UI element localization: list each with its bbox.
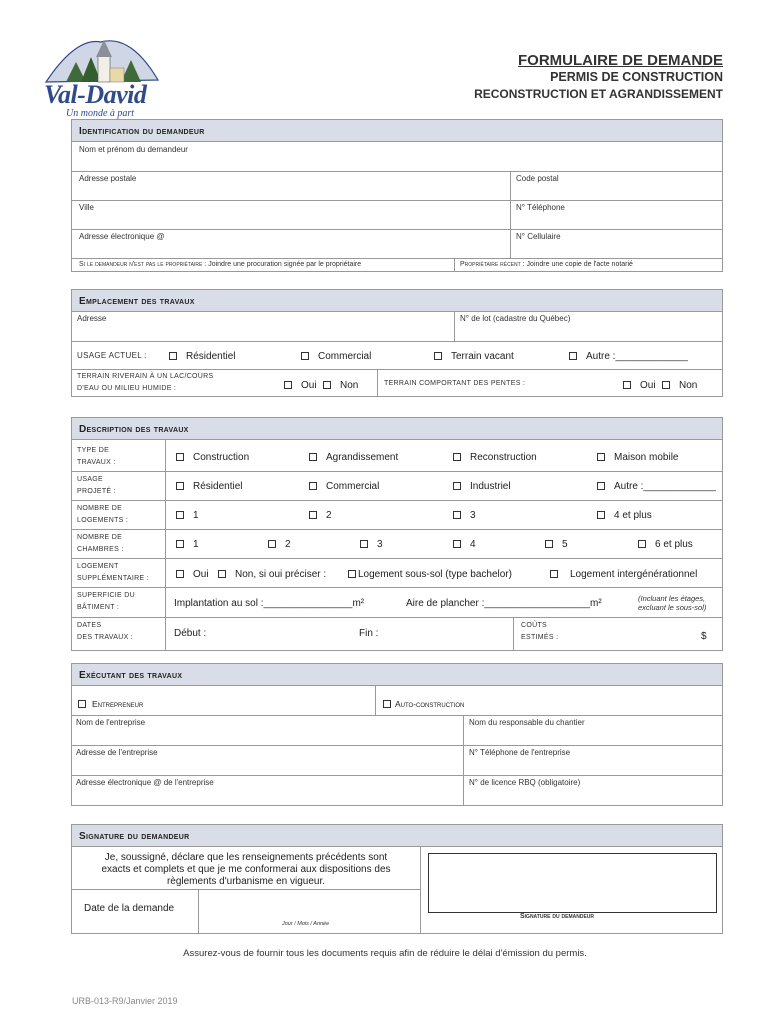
city-field[interactable] [72,201,510,229]
checkbox[interactable] [434,352,442,360]
owner-note-text: Joindre une procuration signée par le propriétaire [208,261,362,268]
email-label: Adresse électronique @ [79,232,165,241]
end-date-field[interactable]: Fin : [359,628,379,639]
planned-residential-option[interactable]: Résidentiel [176,481,242,492]
lot-field[interactable] [455,312,722,341]
dwellings-2-option[interactable]: 2 [309,510,332,521]
work-type-label: TYPE DE TRAVAUX : [77,447,116,466]
name-field[interactable] [72,142,722,172]
checkbox[interactable] [309,511,317,519]
description-heading: Description des travaux [72,418,722,440]
type-mobile-home-option[interactable]: Maison mobile [597,452,678,463]
work-dates-label: DATES DES TRAVAUX : [77,622,134,641]
checkbox[interactable] [176,570,184,578]
recent-owner-caps: Propriétaire récent : [460,261,525,268]
company-phone-label: N° Téléphone de l'entreprise [469,748,571,757]
estimated-cost-field[interactable]: $ [701,631,707,642]
name-label: Nom et prénom du demandeur [79,145,188,154]
bedrooms-6plus-option[interactable]: 6 et plus [638,539,693,550]
postal-label: Code postal [516,174,559,183]
self-construction-option[interactable]: Auto-construction [383,699,464,710]
checkbox[interactable] [597,511,605,519]
checkbox[interactable] [323,381,331,389]
floor-area-note: (Incluant les étages, excluant le sous-sol) [638,594,707,612]
email-field[interactable] [72,230,510,258]
riverain-yes-option[interactable]: Oui [284,380,317,391]
planned-other-option[interactable]: Autre :_____________ [597,481,716,492]
bedrooms-2-option[interactable]: 2 [268,539,291,550]
bedrooms-label: NOMBRE DE CHAMBRES : [77,534,124,553]
logo-name: Val-David [44,80,147,109]
recent-owner-note [460,261,633,268]
identification-heading: Identification du demandeur [72,120,722,142]
address-field[interactable] [72,172,510,200]
phone-field[interactable] [511,201,722,229]
start-date-field[interactable]: Début : [174,628,207,639]
checkbox[interactable] [453,453,461,461]
checkbox[interactable] [453,511,461,519]
building-area-label: SUPERFICIE DU BÂTIMENT : [77,592,135,611]
checkbox[interactable] [550,570,558,578]
location-address-label: Adresse [77,314,107,323]
checkbox[interactable] [569,352,577,360]
date-format-hint: Jour / Mois / Année [282,921,330,927]
contractor-section [71,663,723,806]
bedrooms-1-option[interactable]: 1 [176,539,199,550]
company-name-field[interactable] [72,716,463,745]
usage-vacant-option[interactable]: Terrain vacant [434,351,514,362]
postal-field[interactable] [511,172,722,200]
checkbox[interactable] [360,540,368,548]
checkbox[interactable] [383,700,391,708]
page-subtitle-2: RECONSTRUCTION ET AGRANDISSEMENT [474,87,723,101]
dwellings-1-option[interactable]: 1 [176,510,199,521]
checkbox[interactable] [218,570,226,578]
signature-heading: Signature du demandeur [72,825,722,847]
owner-note [79,261,361,268]
company-email-field[interactable] [72,776,463,805]
cell-label: N° Cellulaire [516,232,561,241]
logo-tagline: Un monde à part [66,108,135,119]
declaration-text: Je, soussigné, déclare que les renseignements précédents sont exacts et complets et que je me conformerai aux dispositions des règlements d'urbanisme en vigueur. [101,852,391,887]
form-code: URB-013-R9/Janvier 2019 [72,996,178,1006]
company-email-label: Adresse électronique @ de l'entreprise [76,778,214,787]
checkbox[interactable] [169,352,177,360]
site-manager-label: Nom du responsable du chantier [469,718,585,727]
planned-usage-label: USAGE PROJETÉ : [77,476,116,495]
slope-no-option[interactable]: Non [662,380,697,391]
extra-dwelling-label: LOGEMENT SUPPLÉMENTAIRE : [77,563,149,582]
type-reconstruction-option[interactable]: Reconstruction [453,452,537,463]
slope-yes-option[interactable]: Oui [623,380,656,391]
planned-industrial-option[interactable]: Industriel [453,481,511,492]
dwellings-4plus-option[interactable]: 4 et plus [597,510,652,521]
checkbox[interactable] [176,540,184,548]
checkbox[interactable] [78,700,86,708]
checkbox[interactable] [662,381,670,389]
city-label: Ville [79,203,94,212]
company-address-label: Adresse de l'entreprise [76,748,158,757]
signature-section [71,824,723,934]
checkbox[interactable] [176,453,184,461]
checkbox[interactable] [309,453,317,461]
usage-residential-option[interactable]: Résidentiel [169,351,235,362]
riverain-no-option[interactable]: Non [323,380,358,391]
documents-reminder: Assurez-vous de fournir tous les documents requis afin de réduire le délai d'émission du permis. [183,948,587,959]
lot-label: N° de lot (cadastre du Québec) [460,314,571,323]
recent-owner-text: Joindre une copie de l'acte notarié [526,261,633,268]
estimated-cost-label: COÛTS ESTIMÉS : [521,622,559,641]
usage-commercial-option[interactable]: Commercial [301,351,371,362]
page-title: FORMULAIRE DE DEMANDE [518,52,723,69]
extra-no-option[interactable]: Non, si oui préciser : [218,569,326,580]
dwellings-3-option[interactable]: 3 [453,510,476,521]
ground-area-field[interactable]: Implantation au sol :________________m² [174,598,365,609]
current-usage-label: USAGE ACTUEL : [77,351,147,360]
phone-label: N° Téléphone [516,203,565,212]
extra-bachelor-option[interactable]: Logement sous-sol (type bachelor) [348,569,512,580]
rbq-license-label: N° de licence RBQ (obligatoire) [469,778,581,787]
usage-other-option[interactable]: Autre :_____________ [569,351,688,362]
location-heading: Emplacement des travaux [72,290,722,312]
owner-note-caps: Si le demandeur n'est pas le propriétaire : [79,261,207,268]
signature-box[interactable] [428,853,717,913]
company-name-label: Nom de l'entreprise [76,718,146,727]
identification-section [71,119,723,272]
municipality-logo [36,32,166,119]
address-label: Adresse postale [79,174,137,183]
bedrooms-4-option[interactable]: 4 [453,539,476,550]
checkbox[interactable] [176,482,184,490]
bedrooms-5-option[interactable]: 5 [545,539,568,550]
company-address-field[interactable] [72,746,463,775]
floor-area-field[interactable]: Aire de plancher :___________________m² [406,598,602,609]
checkbox[interactable] [176,511,184,519]
request-date-label: Date de la demande [84,903,175,914]
extra-intergenerational-option[interactable]: Logement intergénérationnel [550,569,697,580]
checkbox[interactable] [268,540,276,548]
type-construction-option[interactable]: Construction [176,452,249,463]
signature-caption: Signature du demandeur [520,913,595,920]
description-section [71,417,723,651]
checkbox[interactable] [453,482,461,490]
contractor-heading: Exécutant des travaux [72,664,722,686]
company-phone-field[interactable] [464,746,722,775]
riverain-label: TERRAIN RIVERAIN À UN LAC/COURS D'EAU OU MILIEU HUMIDE : [77,373,214,392]
checkbox[interactable] [597,453,605,461]
contractor-option[interactable]: Entrepreneur [78,699,143,710]
type-agrandissement-option[interactable]: Agrandissement [309,452,398,463]
cell-field[interactable] [511,230,722,258]
dwellings-label: NOMBRE DE LOGEMENTS : [77,505,129,524]
checkbox[interactable] [638,540,646,548]
bedrooms-3-option[interactable]: 3 [360,539,383,550]
checkbox[interactable] [301,352,309,360]
planned-commercial-option[interactable]: Commercial [309,481,379,492]
location-address-field[interactable] [72,312,454,341]
slope-label: TERRAIN COMPORTANT DES PENTES : [384,380,526,387]
page-subtitle: PERMIS DE CONSTRUCTION [550,70,723,84]
location-section [71,289,723,397]
checkbox[interactable] [309,482,317,490]
extra-yes-option[interactable]: Oui [176,569,209,580]
checkbox[interactable] [284,381,292,389]
site-manager-field[interactable] [464,716,722,745]
checkbox[interactable] [348,570,356,578]
checkbox[interactable] [453,540,461,548]
checkbox[interactable] [545,540,553,548]
checkbox[interactable] [623,381,631,389]
rbq-license-field[interactable] [464,776,722,805]
checkbox[interactable] [597,482,605,490]
